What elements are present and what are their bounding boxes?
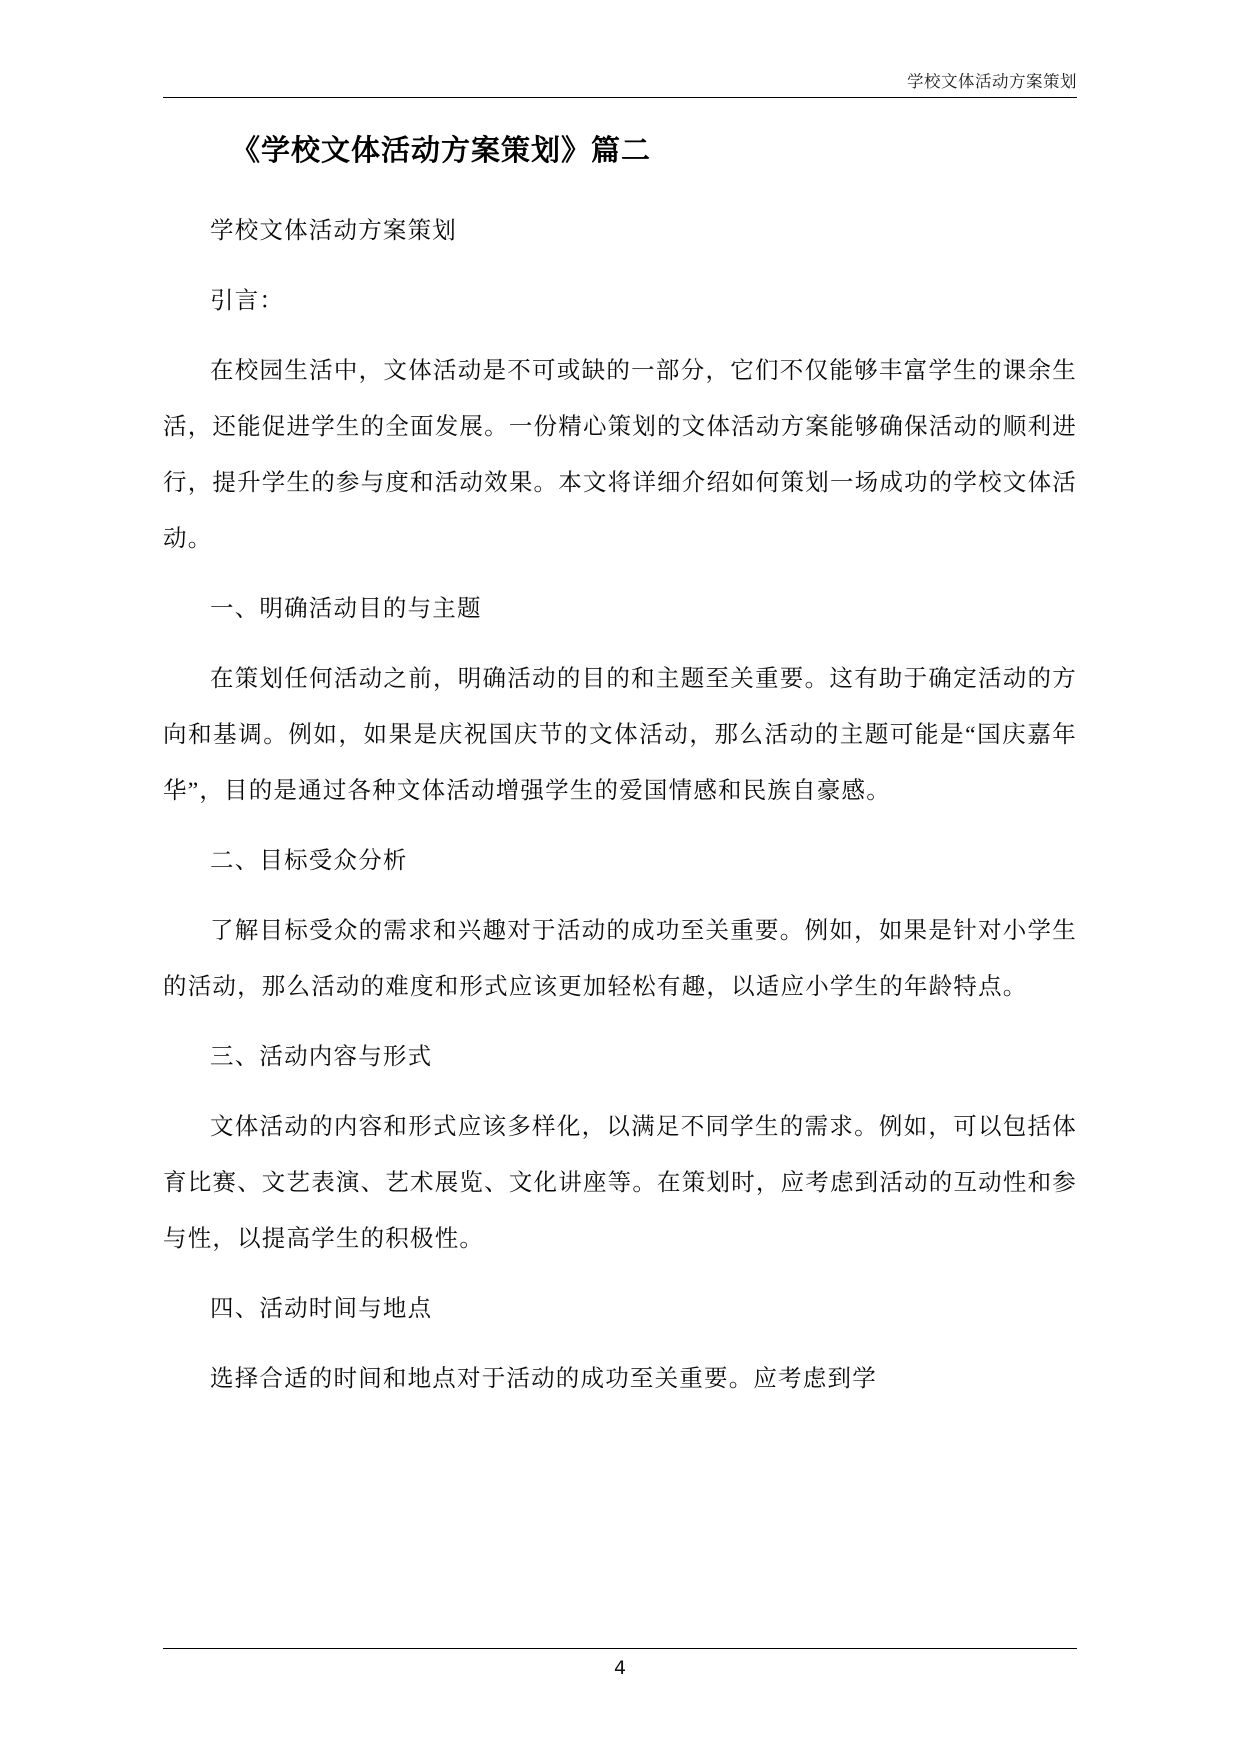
paragraph-heading-4: 四、活动时间与地点 [210, 1296, 433, 1322]
paragraph-heading-1: 一、明确活动目的与主题 [210, 596, 482, 622]
paragraph-heading-3: 三、活动内容与形式 [210, 1044, 433, 1070]
paragraph-intro-label: 引言： [210, 288, 285, 314]
footer-divider [163, 1648, 1077, 1649]
page-number: 4 [613, 1657, 627, 1679]
document-body [163, 128, 1077, 1421]
paragraph-body-4: 选择合适的时间和地点对于活动的成功至关重要。应考虑到学 [210, 1366, 877, 1392]
paragraph-body-2: 了解目标受众的需求和兴趣对于活动的成功至关重要。例如，如果是针对小学生的活动，那么活动的难度和形式应该更加轻松有趣，以适应小学生的年龄特点。 [163, 918, 1077, 1000]
paragraph-body-1: 在策划任何活动之前，明确活动的目的和主题至关重要。这有助于确定活动的方向和基调。例如，如果是庆祝国庆节的文体活动，那么活动的主题可能是“国庆嘉年华”，目的是通过各种文体活动增强学生的爱国情感和民族自豪感。 [163, 666, 1077, 804]
paragraph-heading-2: 二、目标受众分析 [210, 848, 408, 874]
header-divider [163, 97, 1077, 98]
page-title: 《学校文体活动方案策划》篇二 [231, 133, 652, 167]
running-header: 学校文体活动方案策划 [907, 72, 1077, 91]
paragraph-intro-body: 在校园生活中，文体活动是不可或缺的一部分，它们不仅能够丰富学生的课余生活，还能促进学生的全面发展。一份精心策划的文体活动方案能够确保活动的顺利进行，提升学生的参与度和活动效果。本文将详细介绍如何策划一场成功的学校文体活动。 [163, 358, 1077, 552]
paragraph-subject-line: 学校文体活动方案策划 [210, 218, 457, 244]
paragraph-body-3: 文体活动的内容和形式应该多样化，以满足不同学生的需求。例如，可以包括体育比赛、文艺表演、艺术展览、文化讲座等。在策划时，应考虑到活动的互动性和参与性，以提高学生的积极性。 [163, 1114, 1077, 1252]
